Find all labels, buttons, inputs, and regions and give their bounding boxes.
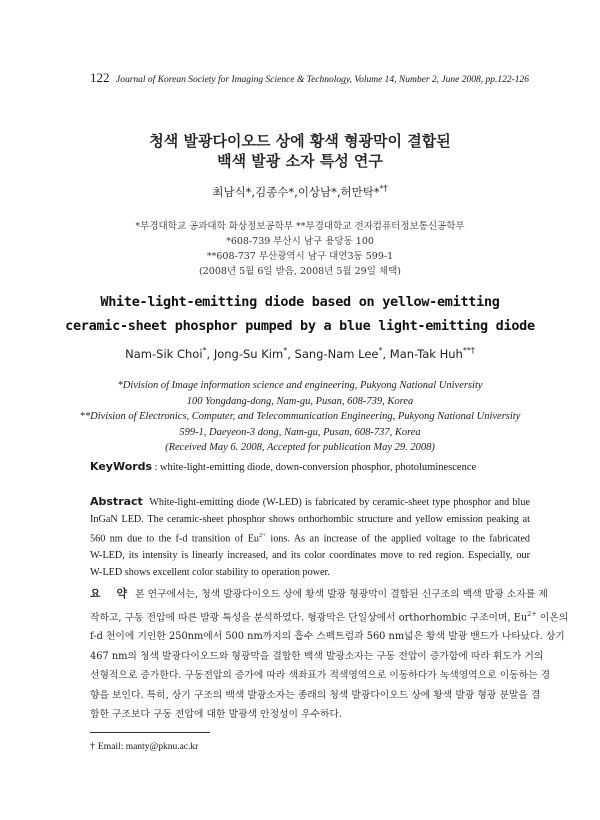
footnote bbox=[90, 741, 198, 752]
corresponding-mark: *† bbox=[379, 184, 388, 194]
english-authors: Nam-Sik Choi*, Jong-Su Kim*, Sang-Nam Lee*, Man-Tak Huh**† bbox=[125, 346, 475, 361]
korean-abstract-line bbox=[90, 584, 548, 605]
author-mark: **† bbox=[462, 346, 475, 355]
journal-citation: Journal of Korean Society for Imaging Science & Technology, Volume 14, Number 2, June 2008, pp.122-126 bbox=[116, 75, 530, 85]
author-mark: * bbox=[378, 346, 383, 355]
abstract-label: Abstract bbox=[90, 495, 143, 508]
korean-affiliation-line: *부경대학교 공과대학 화상정보공학부 **부경대학교 전자컴퓨터정보통신공학부 bbox=[135, 221, 465, 232]
author-mark: * bbox=[283, 346, 288, 355]
korean-title-line-1: 청색 발광다이오드 상에 황색 형광막이 결합된 bbox=[149, 132, 451, 150]
keywords bbox=[90, 460, 530, 473]
korean-title-line-2: 백색 발광 소자 특성 연구 bbox=[217, 152, 383, 170]
korean-author-names: 최남식*,김종수*,이상남*,허만탁* bbox=[212, 185, 380, 199]
page-number: 122 bbox=[90, 70, 110, 85]
author-name: Man-Tak Huh bbox=[389, 346, 463, 361]
author-name: Nam-Sik Choi bbox=[125, 346, 203, 361]
keywords-text: white-light-emitting diode, down-conversion phosphor, photoluminescence bbox=[159, 462, 477, 473]
korean-authors bbox=[0, 184, 600, 200]
received-date-korean: (2008년 5월 6일 받음, 2008년 5월 29일 채택) bbox=[199, 266, 401, 277]
english-affiliation-line: *Division of Image information science and engineering, Pukyong National University bbox=[117, 380, 483, 391]
abstract-text: 560 nm due to the f-d transition of Eu bbox=[90, 533, 260, 545]
english-title-line-1: White-light-emitting diode based on yellow-emitting bbox=[100, 294, 500, 310]
korean-abstract-line: 467 nm의 청색 발광다이오드와 형광막을 결합한 백색 발광소자는 구동 전압이 증가함에 따라 휘도가 거의 bbox=[90, 650, 544, 662]
korean-abstract-line: 선형적으로 증가한다. 구동전압의 증가에 따라 색좌표가 적색영역으로 이동하다가 녹색영역으로 이동하는 경 bbox=[90, 670, 551, 682]
author-name: Sang-Nam Lee bbox=[294, 346, 379, 361]
author-mark: * bbox=[202, 346, 207, 355]
abstract-line: W-LED, its intensity is linearly increased, and its color coordinates move to red region. Especially, our bbox=[90, 550, 530, 562]
author-name: Jong-Su Kim bbox=[213, 346, 284, 361]
abstract-text: ions. As an increase of the applied voltage to the fabricated bbox=[265, 533, 531, 545]
korean-abstract-line bbox=[90, 605, 569, 628]
english-affiliation-line: 100 Yongdang-dong, Nam-gu, Pusan, 608-739, Korea bbox=[186, 395, 414, 407]
korean-abstract-text: 이온의 bbox=[536, 611, 569, 623]
footnote-email: Email: manty@pknu.ac.kr bbox=[98, 742, 199, 752]
running-header bbox=[90, 70, 530, 86]
korean-affiliation-line: *608-739 부산시 남구 용당동 100 bbox=[226, 236, 374, 247]
abstract-line bbox=[90, 494, 530, 512]
korean-abstract-text: 본 연구에서는, 청색 발광다이오드 상에 황색 발광 형광막이 결합된 신구조의 백색 발광 소자를 제 bbox=[135, 589, 548, 600]
english-affiliations bbox=[0, 378, 600, 456]
korean-affiliation-line: **608-737 부산광역시 남구 대연3동 599-1 bbox=[206, 251, 394, 262]
korean-abstract-line: f-d 천이에 기인한 250nm에서 500 nm까지의 흡수 스펙트럼과 560 nm넓은 황색 발광 밴드가 나타났다. 상기 bbox=[90, 631, 565, 643]
received-date-english: (Received May 6. 2008, Accepted for publication May 29. 2008) bbox=[165, 442, 435, 453]
dagger-mark: † bbox=[90, 741, 95, 752]
abstract-line: W-LED shows excellent color stability to operation power. bbox=[90, 566, 330, 578]
english-abstract bbox=[90, 494, 530, 581]
english-affiliation-line: **Division of Electronics, Computer, and Telecommunication Engineering, Pukyong National University bbox=[79, 411, 521, 422]
superscript: 2+ bbox=[527, 609, 537, 618]
korean-abstract-line: 향을 보인다. 특히, 상기 구조의 백색 발광소자는 종래의 청색 발광다이오드 상에 황색 발광 형광 분말을 결 bbox=[90, 689, 541, 701]
korean-abstract-label: 요 약 bbox=[90, 587, 134, 600]
english-title-line-2: ceramic-sheet phosphor pumped by a blue light-emitting diode bbox=[65, 318, 535, 334]
keywords-separator: : bbox=[152, 462, 160, 473]
korean-abstract bbox=[90, 584, 569, 725]
english-title bbox=[0, 290, 600, 338]
korean-title bbox=[0, 131, 600, 171]
footnote-divider bbox=[90, 732, 210, 733]
abstract-text: White-light-emitting diode (W-LED) is fabricated by ceramic-sheet type phosphor and blue bbox=[149, 497, 530, 508]
superscript: 2+ bbox=[259, 532, 266, 540]
keywords-label: KeyWords bbox=[90, 460, 153, 473]
korean-affiliations bbox=[0, 219, 600, 279]
korean-abstract-line: 합한 구조보다 구동 전압에 대한 발광색 안정성이 우수하다. bbox=[90, 709, 343, 721]
english-affiliation-line: 599-1, Daeyeon-3 dong, Nam-gu, Pusan, 608-737, Korea bbox=[179, 426, 421, 438]
abstract-line bbox=[90, 528, 530, 548]
korean-abstract-text: 작하고, 구동 전압에 따른 발광 특성을 분석하였다. 형광막은 단일상에서 orthorhombic 구조이며, Eu bbox=[90, 611, 528, 623]
abstract-line: InGaN LED. The ceramic-sheet phosphor shows orthorhombic structure and yellow emission peaking at bbox=[90, 513, 530, 525]
